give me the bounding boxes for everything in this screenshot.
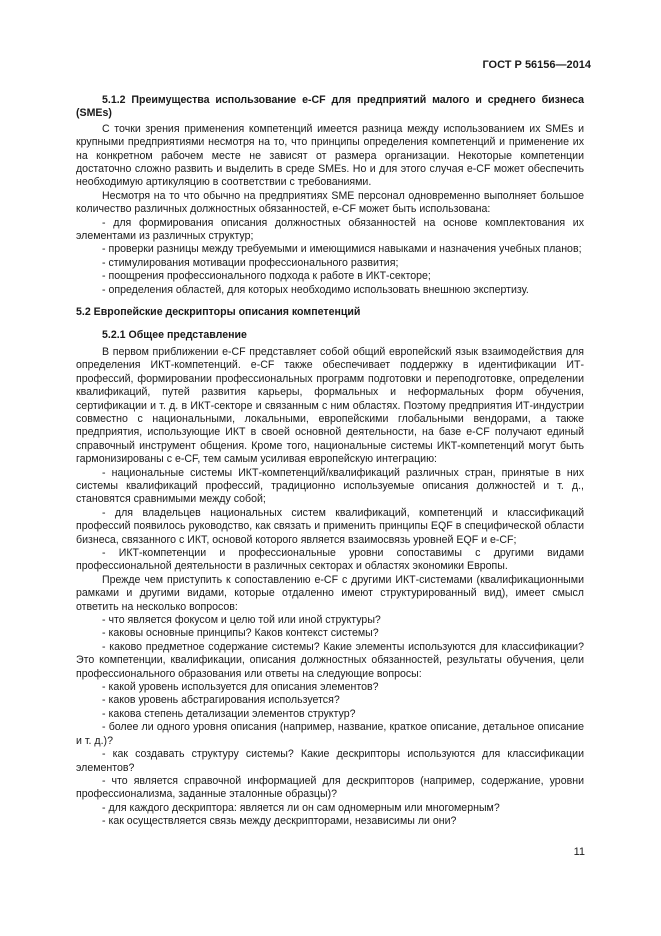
section-5-1-2-heading: 5.1.2 Преимущества использование e-CF для предприятий малого и среднего бизнеса (SMEs)	[76, 94, 584, 120]
paragraph: Несмотря на то что обычно на предприятиях SME персонал одновременно выполняет большое количество различных должностных обязанностей, e-CF может быть использована:	[76, 189, 584, 216]
list-item: - определения областей, для которых необходимо использовать внешнюю экспертизу.	[102, 283, 529, 296]
document-code: ГОСТ Р 56156—2014	[482, 59, 591, 71]
list-item: - национальные системы ИКТ-компетенций/квалификаций различных стран, принятые в них системы квалификаций профессий, традиционно используемые описания должностей и т. д., становятся сравнимыми между собой;	[76, 466, 584, 506]
list-item: - каковы основные принципы? Каков контекст системы?	[102, 627, 379, 640]
list-item: - для владельцев национальных систем квалификаций, компетенций и классификаций профессий появилось руководство, как связать и применить принципы EQF в специфической области бизнеса, связанного с ИКТ, основой которого является взаимосвязь уровней EQF и e-CF;	[76, 506, 584, 546]
page-content	[76, 94, 584, 829]
list-item: - поощрения профессионального подхода к работе в ИКТ-секторе;	[102, 270, 431, 283]
paragraph: Прежде чем приступить к сопоставлению e-CF с другими ИКТ-системами (квалификационными рамками и другими видами, которые отдаленно имеют структурированный вид), имеет смысл ответить на несколько вопросов:	[76, 573, 584, 613]
list-item: - для формирования описания должностных обязанностей на основе комплектования их элементами из различных структур;	[76, 216, 584, 243]
list-item: - как осуществляется связь между дескрипторами, независимы ли они?	[102, 815, 457, 828]
paragraph: С точки зрения применения компетенций имеется разница между использованием их SMEs и крупными предприятиями несмотря на то, что принципы определения компетенций и применение их на конкретном рабочем месте не зависят от размера организации. Некоторые компетенции достаточно сложно развить и выделить в среде SMEs. Но и для этого случая e-CF может обеспечить необходимую артикуляцию в соответствии с требованиями.	[76, 122, 584, 189]
list-item: - для каждого дескриптора: является ли он сам одномерным или многомерным?	[102, 801, 500, 814]
paragraph: В первом приближении e-CF представляет собой общий европейский язык взаимодействия для определения ИКТ-компетенций. e-CF также обеспечивает поддержку в идентификации ИТ-профессий, формировании профессиональных программ подготовки и переподготовке, определении квалификаций, путей развития карьеры, формальных и неформальных форм обучения, сертификации и т. д. в ИКТ-секторе и связанным с ним областях. Поэтому предприятия ИТ-индустрии совместно с национальными, локальными, европейскими глобальными вендорами, а также предприятия, использующие ИКТ в своей основной деятельности, на базе e-CF получают единый справочный инструмент общения. Кроме того, национальные системы ИКТ-компетенций могут быть гармонизированы с e-CF, тем самым усиливая европейскую интеграцию:	[76, 345, 584, 466]
list-item: - как создавать структуру системы? Какие дескрипторы используются для классификации элементов?	[76, 748, 584, 774]
list-item: - какова степень детализации элементов структур?	[102, 707, 356, 720]
list-item: - каково предметное содержание системы? Какие элементы используются для классификации? Это компетенции, квалификации, описания должностных обязанностей, результаты обучения, цели профессионального образования или ответы на следующие вопросы:	[76, 640, 584, 680]
list-item: - что является справочной информацией для дескрипторов (например, содержание, уровни профессионализма, заданные эталонные образцы)?	[76, 774, 584, 801]
list-item: - ИКТ-компетенции и профессиональные уровни сопоставимы с другими видами профессиональной деятельности в различных секторах и областях экономики Европы.	[76, 547, 584, 573]
list-item: - каков уровень абстрагирования используется?	[102, 694, 340, 707]
list-item: - более ли одного уровня описания (например, название, краткое описание, детальное описание и т. д.)?	[76, 721, 584, 747]
list-item: - какой уровень используется для описания элементов?	[102, 681, 379, 694]
list-item: - стимулирования мотивации профессионального развития;	[102, 256, 399, 269]
section-5-2-1-heading: 5.2.1 Общее представление	[102, 328, 247, 341]
list-item: - что является фокусом и целю той или иной структуры?	[102, 614, 381, 627]
list-item: - проверки разницы между требуемыми и имеющимися навыками и назначения учебных планов;	[102, 243, 582, 256]
section-5-2-heading: 5.2 Европейские дескрипторы описания компетенций	[76, 306, 361, 319]
page-number: 11	[573, 846, 585, 858]
